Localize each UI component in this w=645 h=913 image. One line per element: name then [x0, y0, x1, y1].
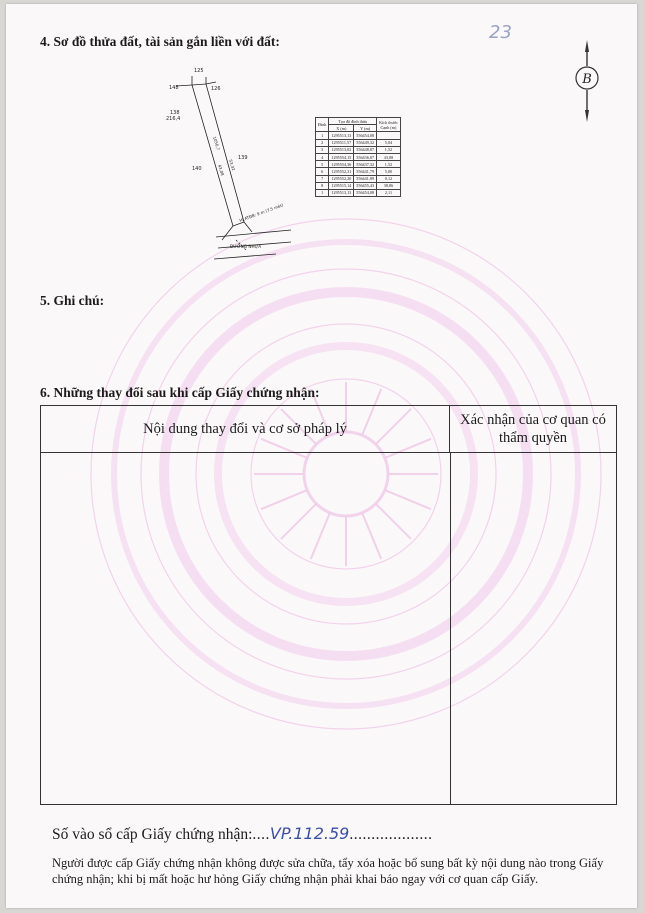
- coordinate-row: [316, 161, 401, 168]
- registration-label: Số vào sổ cấp Giấy chứng nhận:: [52, 826, 253, 843]
- adjacent-parcel-label: 140: [192, 166, 202, 172]
- coordinate-cell-x: 1295511,57: [329, 139, 354, 146]
- edge-length-label: 53,32: [228, 158, 237, 172]
- coordinate-cell-vertex: 4: [316, 153, 329, 160]
- parcel-coordinate-table: [315, 117, 401, 197]
- adjacent-parcel-label: 125: [194, 68, 204, 74]
- section-4-heading: 4. Sơ đồ thửa đất, tài sản gắn liền với đất:: [40, 34, 280, 49]
- coordinate-cell-x: 1295513,13: [329, 189, 354, 196]
- coordinate-cell-x: 1295552,31: [329, 168, 354, 175]
- coordinate-cell-len: 0,12: [377, 175, 401, 182]
- coordinate-cell-x: 1295513,02: [329, 146, 354, 153]
- adjacent-parcel-label: 139: [238, 155, 248, 161]
- registration-number-line: Số vào sổ cấp Giấy chứng nhận:....VP.112.59...................: [52, 824, 433, 843]
- coordinate-row: [316, 182, 401, 189]
- coordinate-cell-vertex: 8: [316, 182, 329, 189]
- road-right-of-way-label: HLATĐB: 9 m (7.5 mét): [238, 202, 284, 223]
- adjacent-parcel-label: 148: [169, 85, 179, 91]
- footer-notice: Người được cấp Giấy chứng nhận không được sửa chữa, tẩy xóa hoặc bổ sung bất kỳ nội dung nào trong Giấy chứng nhận; khi bị mất hoặc hư hỏng Giấy chứng nhận phải khai báo ngay với cơ quan cấp Giấy.: [52, 856, 604, 886]
- col-header-authority-confirmation: Xác nhận của cơ quan có thẩm quyền: [450, 406, 616, 453]
- coordinate-cell-vertex: 1: [316, 189, 329, 196]
- adjacent-parcel-label: 126: [211, 86, 221, 92]
- emblem-b-icon: [572, 40, 602, 122]
- svg-text:B: B: [582, 72, 592, 87]
- coordinate-cell-y: 556454,08: [354, 132, 377, 139]
- coordinate-cell-y: 556436,07: [354, 153, 377, 160]
- coordinate-cell-y: 556449,32: [354, 139, 377, 146]
- coordinate-cell-y: 556455,43: [354, 182, 377, 189]
- coordinate-cell-len: 1,52: [377, 146, 401, 153]
- changes-table: [40, 405, 617, 805]
- coordinate-row: [316, 132, 401, 139]
- section-5-heading: 5. Ghi chú:: [40, 293, 105, 308]
- coordinate-cell-len: 38,86: [377, 182, 401, 189]
- coordinate-cell-vertex: 1: [316, 132, 329, 139]
- handwritten-page-number: 23: [489, 22, 512, 43]
- coordinate-cell-y: 556441,89: [354, 175, 377, 182]
- section-6-heading: 6. Những thay đổi sau khi cấp Giấy chứng nhận:: [40, 385, 320, 400]
- col-header-y: Y (m): [354, 125, 377, 132]
- coordinate-cell-vertex: 2: [316, 139, 329, 146]
- col-header-change-content: Nội dung thay đổi và cơ sở pháp lý: [41, 406, 450, 453]
- coordinate-cell-vertex: 3: [316, 146, 329, 153]
- coordinate-cell-vertex: 7: [316, 175, 329, 182]
- coordinate-cell-y: 556448,87: [354, 146, 377, 153]
- col-header-x: X (m): [329, 125, 354, 132]
- coordinate-row: [316, 139, 401, 146]
- coordinate-cell-len: 5,00: [377, 168, 401, 175]
- coordinate-cell-y: 556437,32: [354, 161, 377, 168]
- coordinate-cell-x: 1295554,15: [329, 153, 354, 160]
- coordinate-cell-x: 1295552,20: [329, 175, 354, 182]
- coordinate-row: [316, 189, 401, 196]
- coordinate-cell-len: 2,11: [377, 189, 401, 196]
- coordinate-cell-len: 1,52: [377, 161, 401, 168]
- column-divider: [450, 453, 451, 804]
- certificate-page: [6, 4, 637, 908]
- coordinate-cell-len: 43,08: [377, 153, 401, 160]
- registration-number-handwritten: VP.112.59: [269, 824, 350, 843]
- coordinate-cell-len: [377, 132, 401, 139]
- adjacent-parcel-label: 138: [170, 110, 180, 116]
- coordinate-cell-y: 556441,79: [354, 168, 377, 175]
- land-parcel-sketch: [156, 62, 296, 277]
- coordinate-row: [316, 146, 401, 153]
- coordinate-row: [316, 168, 401, 175]
- road-label: ĐƯỜNG NHỰA: [230, 244, 262, 249]
- area-label: 216,4: [166, 116, 181, 122]
- col-header-length: Kích thước Cạnh (m): [377, 118, 401, 132]
- coordinate-cell-x: 1295513,13: [329, 132, 354, 139]
- coordinate-cell-y: 556454,08: [354, 189, 377, 196]
- coordinate-cell-vertex: 6: [316, 168, 329, 175]
- coordinate-row: [316, 153, 401, 160]
- coordinate-row: [316, 175, 401, 182]
- coordinate-cell-x: 1295515,14: [329, 182, 354, 189]
- coordinate-cell-len: 5,04: [377, 139, 401, 146]
- col-header-vertex: Đỉnh: [316, 118, 329, 132]
- parcel-id-label: 1050,7: [212, 135, 221, 151]
- edge-length-label: 43,08: [217, 163, 226, 177]
- coordinate-cell-x: 1295554,36: [329, 161, 354, 168]
- col-header-coords: Tọa độ đỉnh thửa: [329, 118, 377, 125]
- coordinate-cell-vertex: 5: [316, 161, 329, 168]
